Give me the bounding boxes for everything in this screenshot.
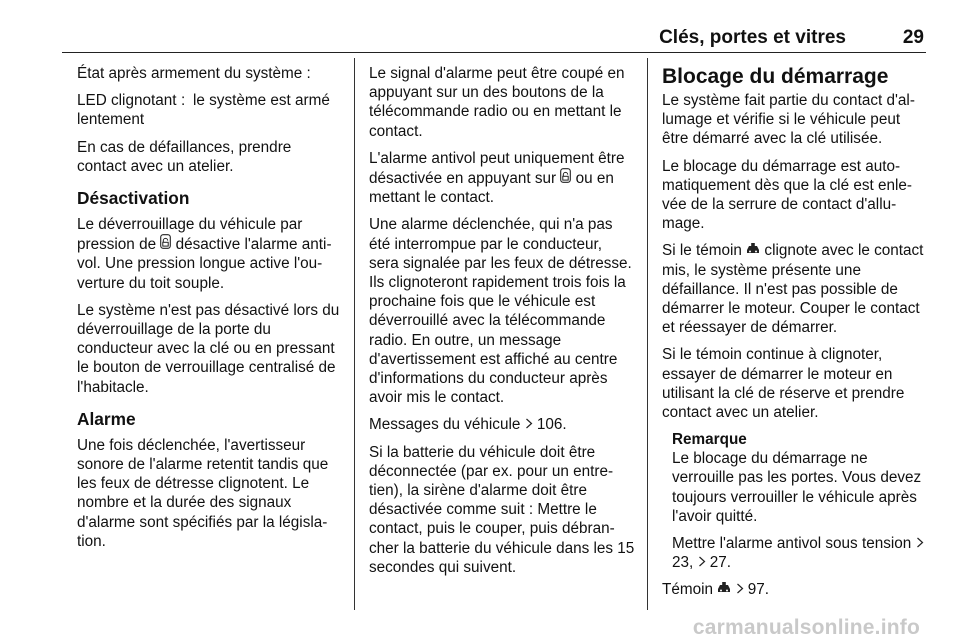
immobilizer-warning-icon bbox=[717, 580, 731, 599]
page-reference-arrow-icon bbox=[698, 553, 706, 572]
led-status-value: le système est armé bbox=[193, 92, 330, 110]
page-header bbox=[62, 22, 926, 53]
paragraph: Le système fait partie du contact d'allumage et vérifie si le véhicule peut être démarré avec la clé utilisée. bbox=[662, 92, 915, 148]
paragraph: Une fois déclenchée, l'avertisseur sonore de l'alarme retentit tandis que les feux de détresse clignotent. Le nombre et la durée des signaux d'alarme sont spécifiés par la législation. bbox=[77, 436, 329, 550]
paragraph: En cas de défaillances, prendre contact avec un atelier. bbox=[77, 138, 292, 175]
paragraph: Si le témoin continue à clignoter, essayer de démarrer le moteur en utilisant la clé de réserve et prendre contact avec un atelier. bbox=[662, 346, 905, 422]
led-status-separator: : bbox=[181, 92, 186, 110]
paragraph: Témoin 97. bbox=[662, 581, 770, 599]
heading-desactivation: Désactivation bbox=[77, 188, 190, 209]
note-title: Remarque bbox=[672, 431, 747, 449]
page-reference-arrow-icon bbox=[736, 580, 744, 599]
paragraph: Le blocage du démarrage est automatiquement dès que la clé est enlevée de la serrure de contact d'allumage. bbox=[662, 157, 913, 233]
unlock-key-icon bbox=[560, 168, 571, 188]
immobilizer-warning-icon bbox=[746, 241, 760, 260]
heading-blocage: Blocage du démarrage bbox=[662, 65, 889, 88]
paragraph: Le signal d'alarme peut être coupé en appuyant sur un des boutons de la télécommande radio ou en mettant le contact. bbox=[369, 65, 625, 140]
paragraph: Mettre l'alarme antivol sous tension 23, 27. bbox=[672, 534, 928, 572]
page-reference[interactable]: 27 bbox=[709, 554, 727, 572]
led-status-key: LED clignotant lentement bbox=[77, 92, 177, 129]
paragraph: Messages du véhicule 106. bbox=[369, 416, 567, 434]
heading-alarme: Alarme bbox=[77, 408, 136, 429]
paragraph: État après armement du système : bbox=[77, 65, 311, 82]
page-reference[interactable]: 23 bbox=[672, 554, 690, 572]
page-reference[interactable]: 106 bbox=[536, 416, 563, 434]
watermark: carmanualsonline.info bbox=[692, 616, 920, 639]
note-block bbox=[662, 430, 928, 572]
paragraph: Si la batterie du véhicule doit être déconnectée (par ex. pour un entretien), la sirène d'alarme doit être désactivée comme suit : Mettre le contact, puis le couper, puis débrancher la batterie du véhicule dans les 15 secondes qui suivent. bbox=[369, 443, 635, 576]
column-divider bbox=[647, 58, 648, 610]
led-status-row bbox=[77, 91, 341, 129]
chapter-title: Clés, portes et vitres bbox=[659, 27, 846, 48]
paragraph: Si le témoin clignote avec le contact mis, le système présente une défaillance. Il n'est pas possible de démarrer le moteur. Couper le contact et réessayer de démarrer. bbox=[662, 242, 924, 337]
unlock-key-icon bbox=[160, 234, 171, 254]
page-number: 29 bbox=[902, 27, 924, 48]
paragraph: L'alarme antivol peut uniquement être désactivée en appuyant sur ou en mettant le contact. bbox=[369, 149, 625, 207]
column-divider bbox=[354, 58, 355, 610]
paragraph: Le déverrouillage du véhicule par pression de désactive l'alarme antivol. Une pression longue active l'ouverture du toit souple. bbox=[77, 216, 332, 292]
page-reference-arrow-icon bbox=[525, 415, 533, 434]
column-middle bbox=[369, 64, 635, 585]
column-left bbox=[77, 64, 341, 559]
paragraph: Une alarme déclenchée, qui n'a pas été interrompue par le conducteur, sera signalée par les feux de détresse. Ils clignoteront rapidement trois fois la prochaine fois que le véhicule est déverrouillé avec la télécommande radio. En outre, un message d'avertissement est affiché au centre d'informations du conducteur après avoir mis le contact. bbox=[369, 216, 632, 407]
paragraph: Le système n'est pas désactivé lors du déverrouillage de la porte du conducteur avec la clé ou en pressant le bouton de verrouillage centralisé de l'habitacle. bbox=[77, 301, 340, 396]
page-reference-arrow-icon bbox=[916, 534, 924, 553]
column-right bbox=[662, 64, 928, 608]
page-reference[interactable]: 97 bbox=[747, 581, 765, 599]
paragraph: Le blocage du démarrage ne verrouille pas les portes. Vous devez toujours verrouiller le véhicule après l'avoir quitté. bbox=[672, 450, 922, 525]
